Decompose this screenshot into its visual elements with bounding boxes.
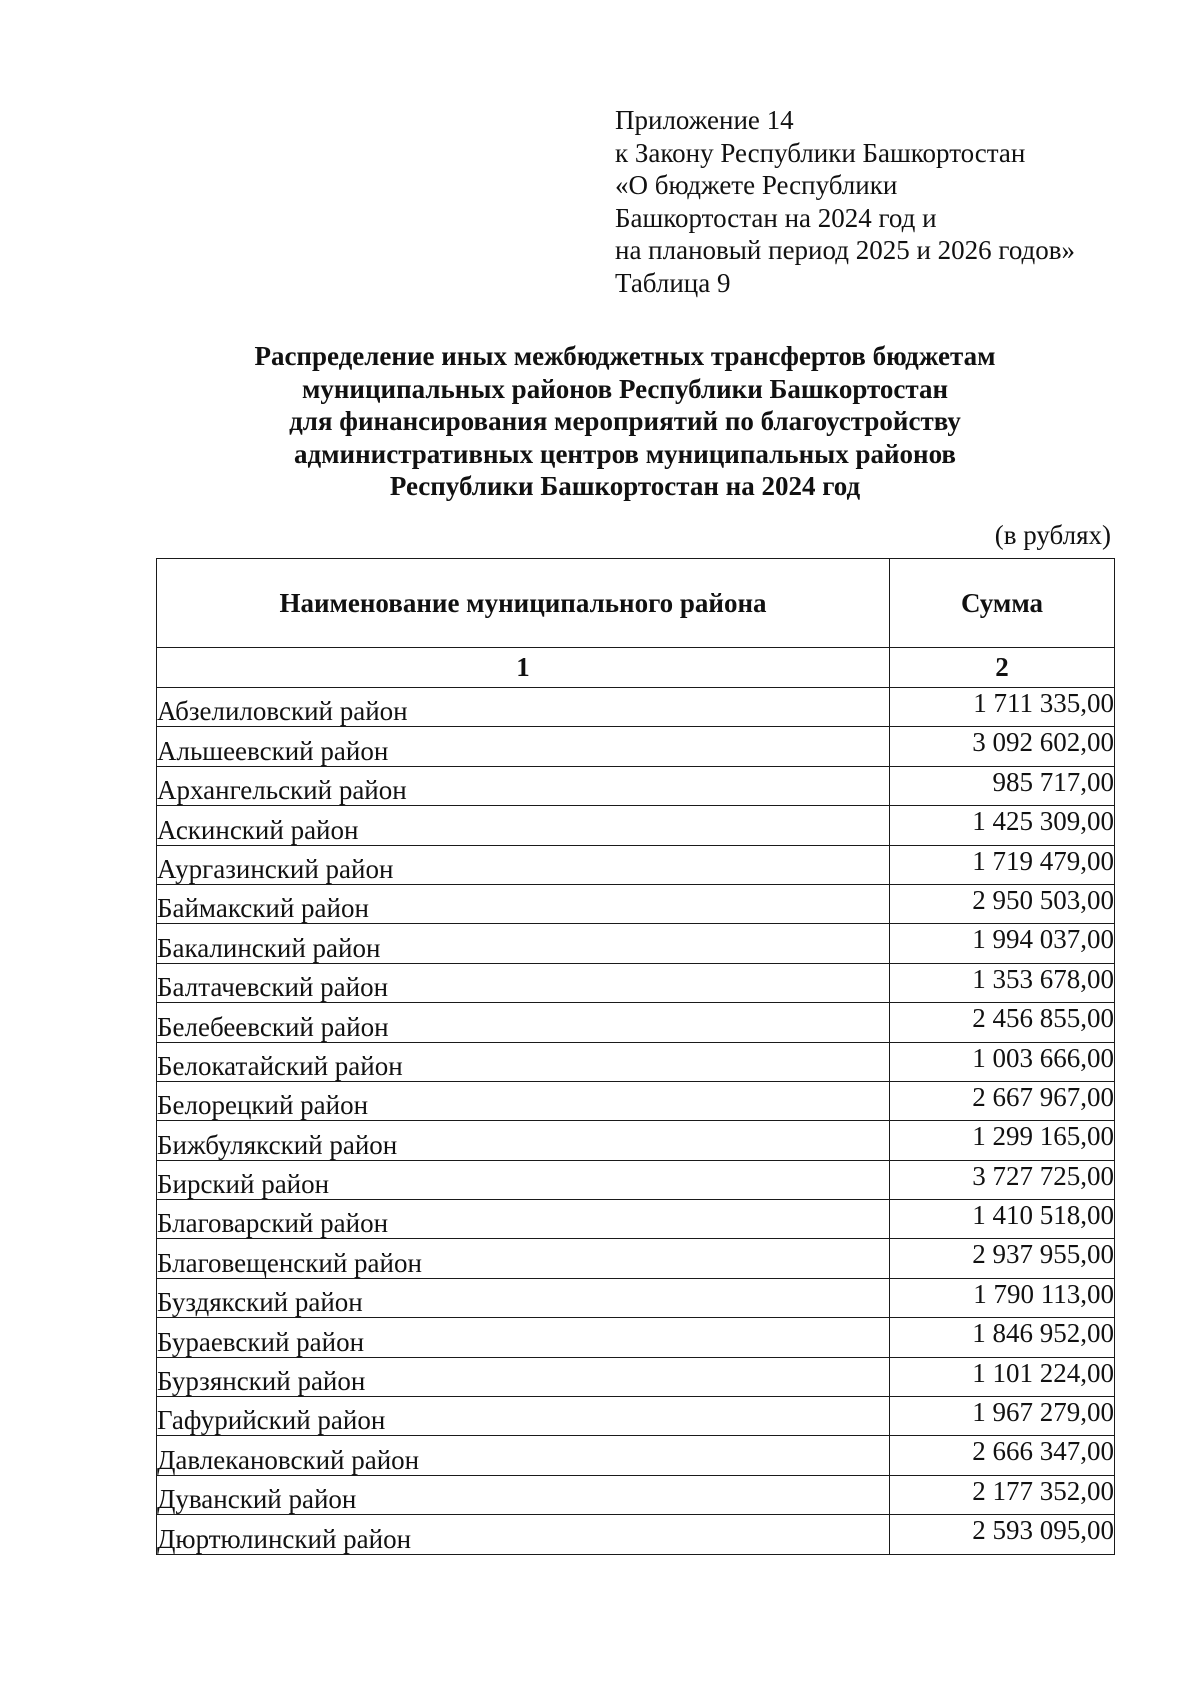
title-line: муниципальных районов Республики Башкортостан: [301, 373, 949, 404]
district-name: Буздякский район: [157, 1278, 890, 1317]
district-name: Дюртюлинский район: [157, 1515, 890, 1554]
district-name: Бураевский район: [157, 1318, 890, 1357]
transfers-table: [156, 558, 1115, 1555]
district-name: Белебеевский район: [157, 1003, 890, 1042]
district-name: Бирский район: [157, 1160, 890, 1199]
column-header-sum: Сумма: [890, 559, 1115, 648]
district-name: Аскинский район: [157, 806, 890, 845]
column-number-row: [157, 648, 1115, 688]
table-row: [157, 1081, 1115, 1120]
appendix-line: Башкортостан на 2024 год и: [615, 202, 937, 233]
district-name: Белокатайский район: [157, 1042, 890, 1081]
district-name: Давлекановский район: [157, 1436, 890, 1475]
district-sum: 1 353 678,00: [890, 963, 1115, 1002]
district-sum: 1 410 518,00: [890, 1200, 1115, 1239]
district-name: Баймакский район: [157, 884, 890, 923]
district-sum: 2 456 855,00: [890, 1003, 1115, 1042]
appendix-line: на плановый период 2025 и 2026 годов»: [615, 235, 1076, 265]
table-row: [157, 1515, 1115, 1554]
district-sum: 1 719 479,00: [890, 845, 1115, 884]
appendix-line: к Закону Республики Башкортостан: [615, 137, 1026, 168]
column-number: 1: [157, 648, 890, 688]
table-row: [157, 1200, 1115, 1239]
table-header-row: [157, 559, 1115, 648]
table-row: [157, 806, 1115, 845]
district-sum: 2 177 352,00: [890, 1475, 1115, 1514]
district-name: Благовещенский район: [157, 1239, 890, 1278]
table-row: [157, 1003, 1115, 1042]
district-sum: 2 667 967,00: [890, 1081, 1115, 1120]
district-sum: 1 846 952,00: [890, 1318, 1115, 1357]
table-row: [157, 688, 1115, 727]
district-sum: 2 666 347,00: [890, 1436, 1115, 1475]
district-sum: 985 717,00: [890, 766, 1115, 805]
district-name: Белорецкий район: [157, 1081, 890, 1120]
district-sum: 2 950 503,00: [890, 884, 1115, 923]
column-number: 2: [890, 648, 1115, 688]
district-name: Балтачевский район: [157, 963, 890, 1002]
district-name: Дуванский район: [157, 1475, 890, 1514]
district-name: Бижбулякский район: [157, 1121, 890, 1160]
table-row: [157, 1160, 1115, 1199]
table-row: [157, 1121, 1115, 1160]
table-row: [157, 963, 1115, 1002]
table-row: [157, 1475, 1115, 1514]
table-row: [157, 1397, 1115, 1436]
title-line: для финансирования мероприятий по благоустройству: [289, 406, 961, 436]
district-sum: 1 967 279,00: [890, 1397, 1115, 1436]
district-sum: 3 092 602,00: [890, 727, 1115, 766]
table-row: [157, 1436, 1115, 1475]
title-line: Распределение иных межбюджетных трансфертов бюджетам: [254, 341, 996, 371]
table-row: [157, 1278, 1115, 1317]
district-sum: 2 593 095,00: [890, 1515, 1115, 1554]
table-row: [157, 1318, 1115, 1357]
district-sum: 1 790 113,00: [890, 1278, 1115, 1317]
appendix-line: «О бюджете Республики: [615, 170, 898, 200]
table-row: [157, 1357, 1115, 1396]
district-name: Гафурийский район: [157, 1397, 890, 1436]
district-name: Бакалинский район: [157, 924, 890, 963]
district-name: Архангельский район: [157, 766, 890, 805]
title-line: административных центров муниципальных районов: [293, 438, 957, 469]
unit-note: (в рублях): [994, 520, 1111, 550]
appendix-line: Таблица 9: [615, 267, 731, 298]
district-sum: 1 101 224,00: [890, 1357, 1115, 1396]
table-row: [157, 924, 1115, 963]
district-sum: 2 937 955,00: [890, 1239, 1115, 1278]
appendix-line: Приложение 14: [615, 105, 794, 135]
district-name: Абзелиловский район: [157, 688, 890, 727]
district-sum: 1 425 309,00: [890, 806, 1115, 845]
document-title: [130, 340, 1120, 503]
table-row: [157, 1239, 1115, 1278]
district-name: Бурзянский район: [157, 1357, 890, 1396]
table-row: [157, 884, 1115, 923]
column-header-name: Наименование муниципального района: [157, 559, 890, 648]
title-line: Республики Башкортостан на 2024 год: [389, 471, 861, 501]
district-sum: 3 727 725,00: [890, 1160, 1115, 1199]
table-row: [157, 845, 1115, 884]
table-row: [157, 1042, 1115, 1081]
district-sum: 1 711 335,00: [890, 688, 1115, 727]
table-row: [157, 766, 1115, 805]
district-sum: 1 994 037,00: [890, 924, 1115, 963]
district-name: Аургазинский район: [157, 845, 890, 884]
table-row: [157, 727, 1115, 766]
district-sum: 1 299 165,00: [890, 1121, 1115, 1160]
district-sum: 1 003 666,00: [890, 1042, 1115, 1081]
district-name: Благоварский район: [157, 1200, 890, 1239]
appendix-note: [615, 104, 1075, 299]
district-name: Альшеевский район: [157, 727, 890, 766]
